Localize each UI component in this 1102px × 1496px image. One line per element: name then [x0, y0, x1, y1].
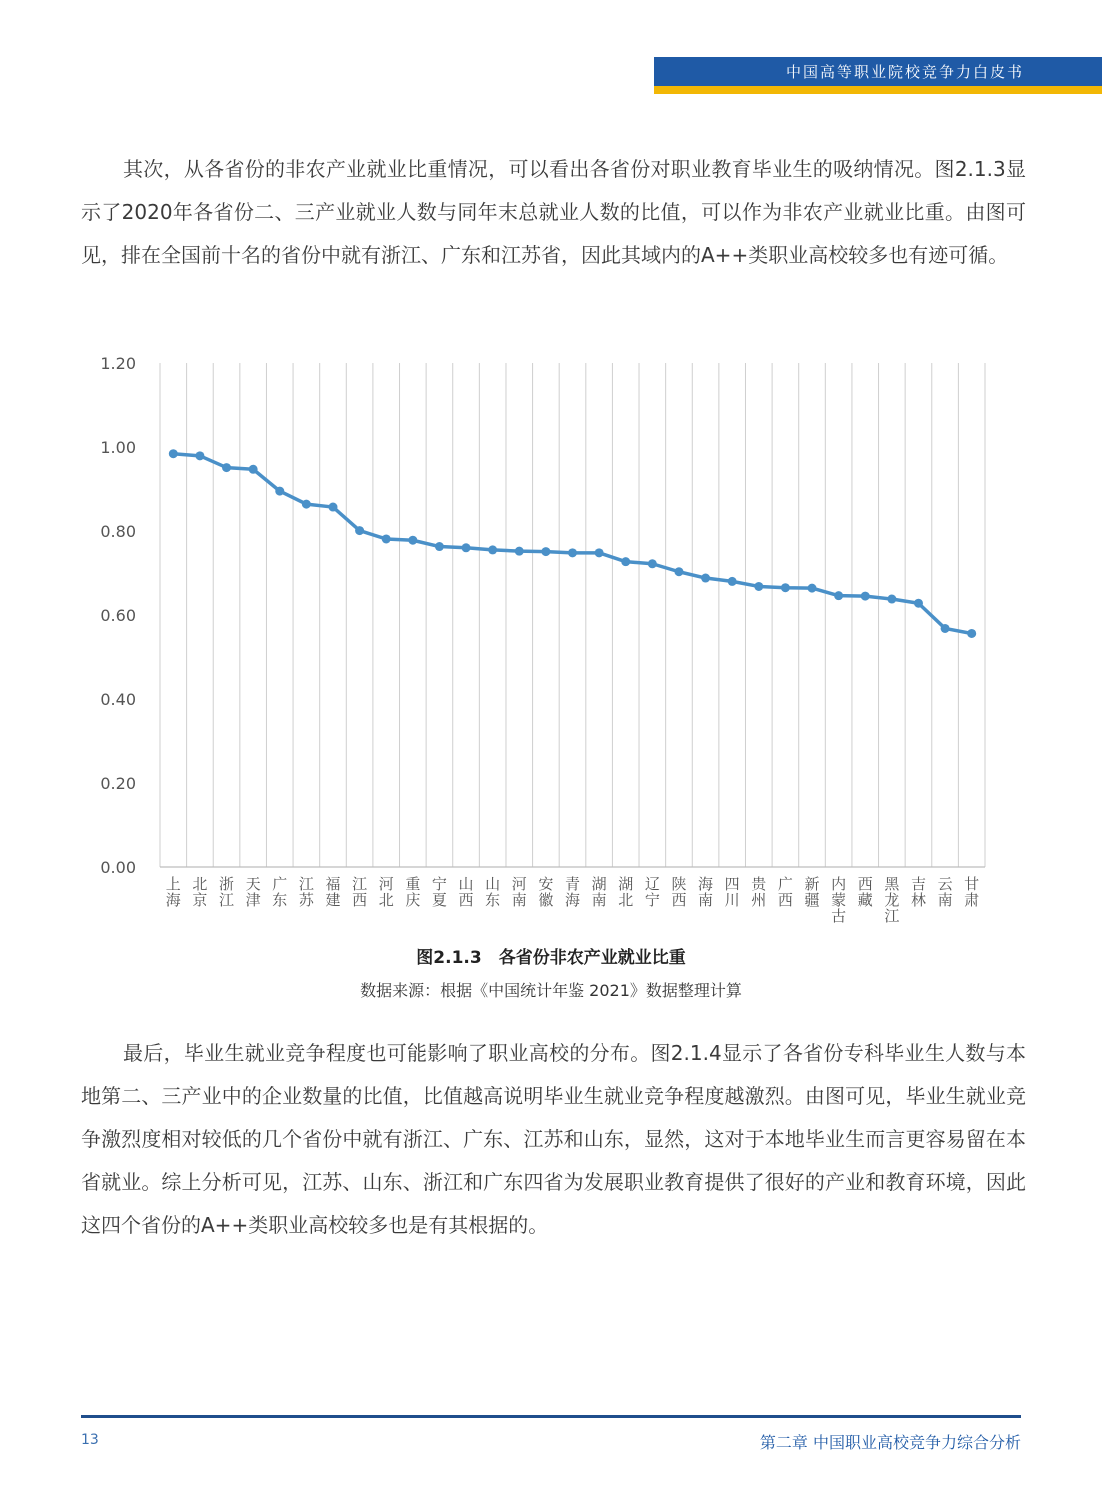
data-point	[302, 500, 311, 509]
x-category-label: 内蒙古	[831, 875, 847, 925]
data-point	[462, 543, 471, 552]
y-tick-label: 1.20	[100, 354, 136, 373]
x-category-label: 上海	[165, 875, 181, 909]
data-point	[355, 526, 364, 535]
y-tick-label: 0.00	[100, 858, 136, 877]
x-category-label: 海南	[698, 875, 714, 909]
y-tick-label: 0.20	[100, 774, 136, 793]
data-point	[595, 548, 604, 557]
x-category-label: 辽宁	[644, 875, 660, 909]
paragraph-conclusion: 最后，毕业生就业竞争程度也可能影响了职业高校的分布。图2.1.4显示了各省份专科毕业生人数与本地第二、三产业中的企业数量的比值，比值越高说明毕业生就业竞争程度越激烈。由图可见，毕业生就业竞争激烈度相对较低的几个省份中就有浙江、广东、江苏和山东，显然，这对于本地毕业生而言更容易留在本省就业。综上分析可见，江苏、山东、浙江和广东四省为发展职业教育提供了很好的产业和教育环境，因此这四个省份的A++类职业高校较多也是有其根据的。	[81, 1041, 1026, 1237]
data-point	[195, 451, 204, 460]
data-point	[648, 559, 657, 568]
x-category-label: 新疆	[804, 875, 820, 909]
x-category-label: 广东	[272, 875, 288, 909]
x-category-label: 安徽	[538, 875, 554, 909]
data-point	[808, 584, 817, 593]
x-category-label: 四川	[724, 875, 740, 909]
y-tick-label: 0.80	[100, 522, 136, 541]
x-category-label: 湖北	[618, 875, 634, 909]
x-category-label: 湖南	[591, 875, 607, 909]
data-point	[967, 629, 976, 638]
data-point	[674, 567, 683, 576]
data-point	[941, 624, 950, 633]
chapter-title: 第二章 中国职业高校竞争力综合分析	[759, 1433, 1021, 1452]
page-number: 13	[81, 1432, 99, 1448]
data-point	[728, 577, 737, 586]
x-category-label: 河北	[378, 875, 394, 909]
data-point	[701, 574, 710, 583]
figure-caption: 图2.1.3 各省份非农产业就业比重	[416, 948, 686, 968]
x-category-label: 吉林	[910, 875, 926, 909]
x-category-label: 广西	[777, 875, 793, 909]
x-category-label: 甘肃	[964, 875, 980, 909]
x-category-label: 山东	[485, 875, 501, 909]
data-point	[169, 449, 178, 458]
paragraph-intro: 其次，从各省份的非农产业就业比重情况，可以看出各省份对职业教育毕业生的吸纳情况。图2.1.3显示了2020年各省份二、三产业就业人数与同年末总就业人数的比值，可以作为非农产业就业比重。由图可见，排在全国前十名的省份中就有浙江、广东和江苏省，因此其域内的A++类职业高校较多也有迹可循。	[81, 157, 1026, 267]
x-category-label: 云南	[937, 875, 953, 909]
x-category-label: 陕西	[671, 875, 687, 909]
data-point	[382, 534, 391, 543]
data-point	[781, 583, 790, 592]
data-point	[222, 463, 231, 472]
data-point	[275, 487, 284, 496]
x-category-label: 西藏	[857, 875, 873, 909]
data-point	[621, 557, 630, 566]
y-tick-label: 0.40	[100, 690, 136, 709]
data-point	[754, 582, 763, 591]
x-category-label: 浙江	[219, 875, 235, 909]
x-category-label: 山西	[458, 875, 474, 909]
x-category-label: 河南	[511, 875, 527, 909]
header-accent-bar	[654, 86, 1102, 94]
y-tick-label: 1.00	[100, 438, 136, 457]
data-point	[834, 591, 843, 600]
data-point	[887, 595, 896, 604]
data-point	[515, 547, 524, 556]
data-point	[328, 503, 337, 512]
data-point	[568, 548, 577, 557]
x-category-label: 重庆	[405, 875, 421, 909]
x-category-label: 黑龙江	[884, 875, 900, 925]
data-point	[488, 545, 497, 554]
x-category-label: 宁夏	[431, 875, 447, 909]
footer-divider	[81, 1415, 1021, 1418]
figure-source: 数据来源：根据《中国统计年鉴 2021》数据整理计算	[360, 981, 742, 1000]
data-point	[541, 547, 550, 556]
x-category-label: 天津	[245, 875, 261, 909]
data-point	[408, 536, 417, 545]
x-category-label: 江苏	[298, 875, 314, 909]
data-point	[435, 542, 444, 551]
data-point	[249, 465, 258, 474]
header-title: 中国高等职业院校竞争力白皮书	[785, 63, 1024, 81]
data-point	[861, 592, 870, 601]
data-point	[914, 599, 923, 608]
x-category-label: 福建	[325, 875, 341, 909]
y-tick-label: 0.60	[100, 606, 136, 625]
x-category-label: 北京	[192, 875, 208, 909]
x-category-label: 青海	[564, 875, 581, 909]
x-category-label: 江西	[352, 875, 368, 909]
header-band	[654, 57, 1102, 86]
line-chart	[80, 345, 1020, 935]
x-category-label: 贵州	[751, 875, 767, 909]
